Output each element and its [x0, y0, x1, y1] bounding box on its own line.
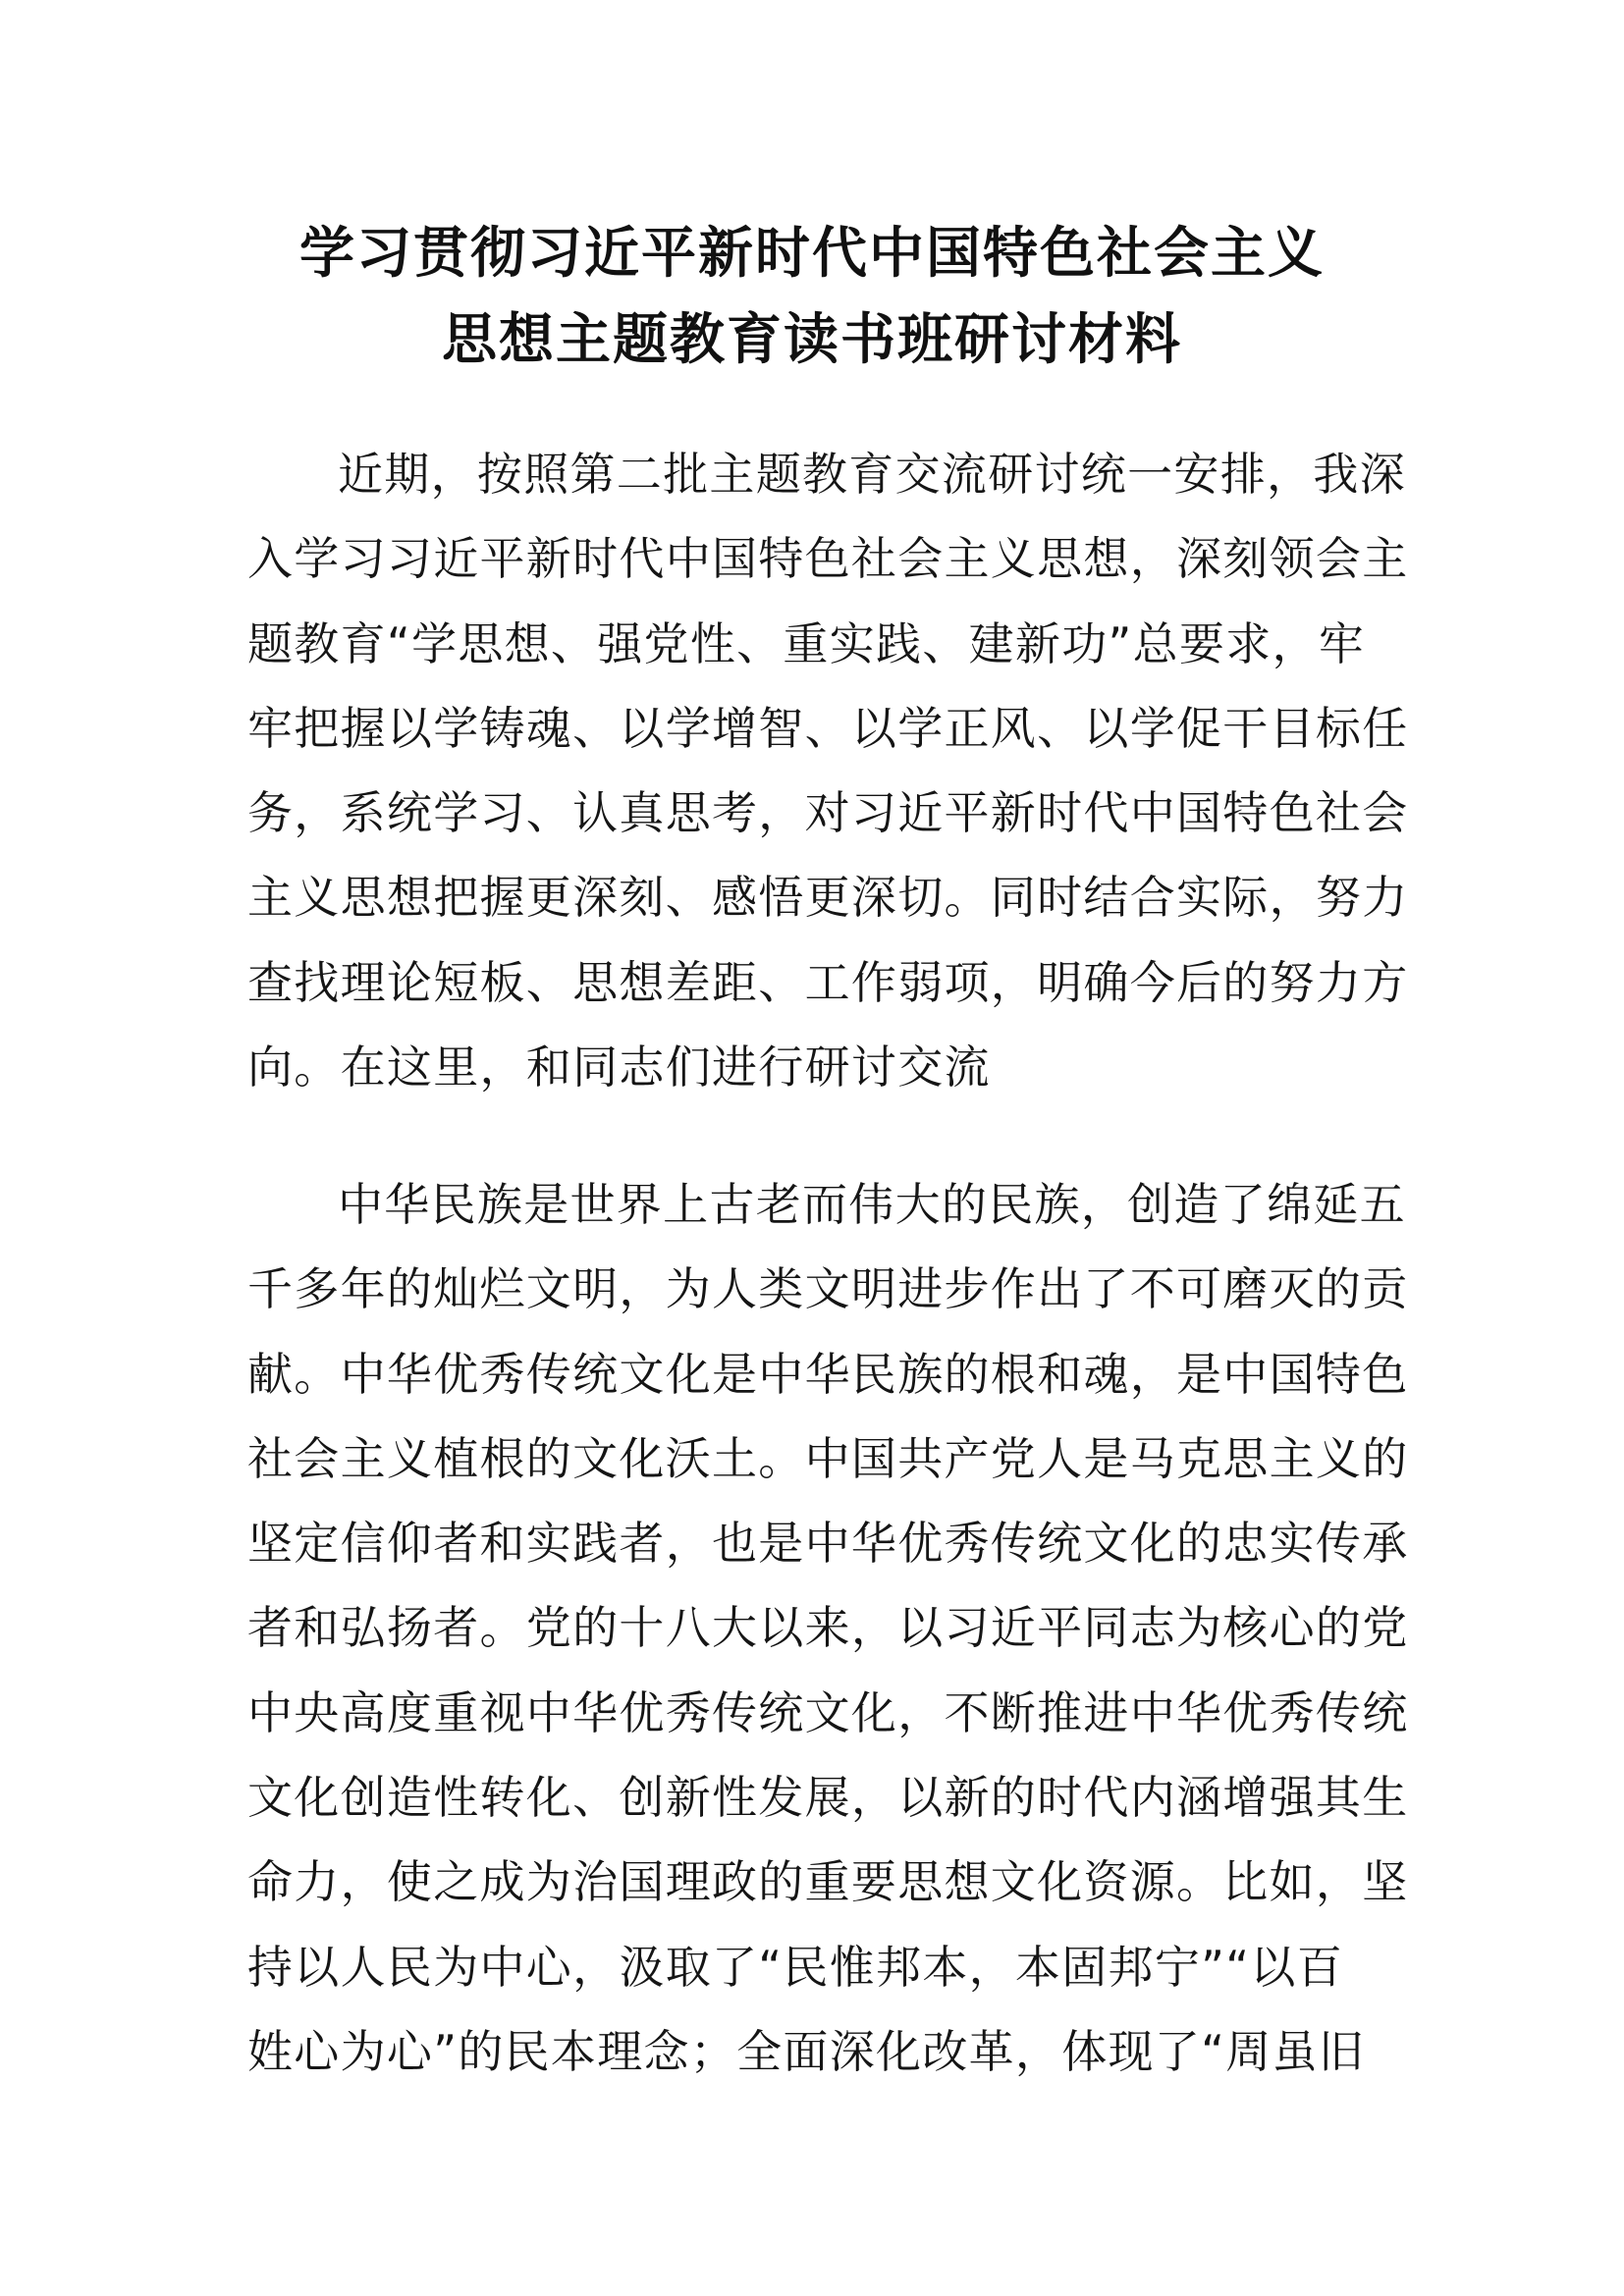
title-line: 学习贯彻习近平新时代中国特色社会主义: [299, 222, 1325, 286]
paragraph-2: [247, 1162, 1409, 2094]
paragraph-line: 千多年的灿烂文明，为人类文明进步作出了不可磨灭的贡: [247, 1262, 1409, 1316]
paragraph-line: 主义思想把握更深刻、感悟更深切。同时结合实际，努力: [247, 871, 1409, 925]
paragraph-line: 坚定信仰者和实践者，也是中华优秀传统文化的忠实传承: [247, 1517, 1409, 1571]
paragraph-line: 文化创造性转化、创新性发展，以新的时代内涵增强其生: [247, 1771, 1409, 1825]
paragraph-1: [247, 432, 1409, 1109]
paragraph-line: 献。中华优秀传统文化是中华民族的根和魂，是中国特色: [247, 1347, 1409, 1401]
title-line: 思想主题教育读书班研讨材料: [442, 308, 1182, 372]
paragraph-line: 中央高度重视中华优秀传统文化，不断推进中华优秀传统: [247, 1685, 1409, 1739]
paragraph-line: 近期，按照第二批主题教育交流研讨统一安排，我深: [338, 448, 1406, 501]
paragraph-line: 向。在这里，和同志们进行研讨交流: [247, 1041, 991, 1095]
paragraph-line: 题教育“学思想、强党性、重实践、建新功”总要求，牢: [247, 616, 1366, 670]
paragraph-line: 入学习习近平新时代中国特色社会主义思想，深刻领会主: [247, 532, 1409, 586]
paragraph-line: 者和弘扬者。党的十八大以来，以习近平同志为核心的党: [247, 1601, 1409, 1655]
paragraph-line: 中华民族是世界上古老而伟大的民族，创造了绵延五: [338, 1178, 1406, 1231]
document-title: [196, 211, 1428, 384]
paragraph-line: 务，系统学习、认真思考，对习近平新时代中国特色社会: [247, 786, 1409, 840]
paragraph-line: 社会主义植根的文化沃土。中国共产党人是马克思主义的: [247, 1431, 1409, 1485]
paragraph-line: 查找理论短板、思想差距、工作弱项，明确今后的努力方: [247, 955, 1409, 1009]
paragraph-line: 牢把握以学铸魂、以学增智、以学正风、以学促干目标任: [247, 701, 1409, 755]
paragraph-line: 持以人民为中心，汲取了“民惟邦本，本固邦宁”“以百: [247, 1940, 1343, 1994]
paragraph-line: 命力，使之成为治国理政的重要思想文化资源。比如，坚: [247, 1855, 1409, 1909]
paragraph-line: 姓心为心”的民本理念；全面深化改革，体现了“周虽旧: [247, 2024, 1366, 2078]
